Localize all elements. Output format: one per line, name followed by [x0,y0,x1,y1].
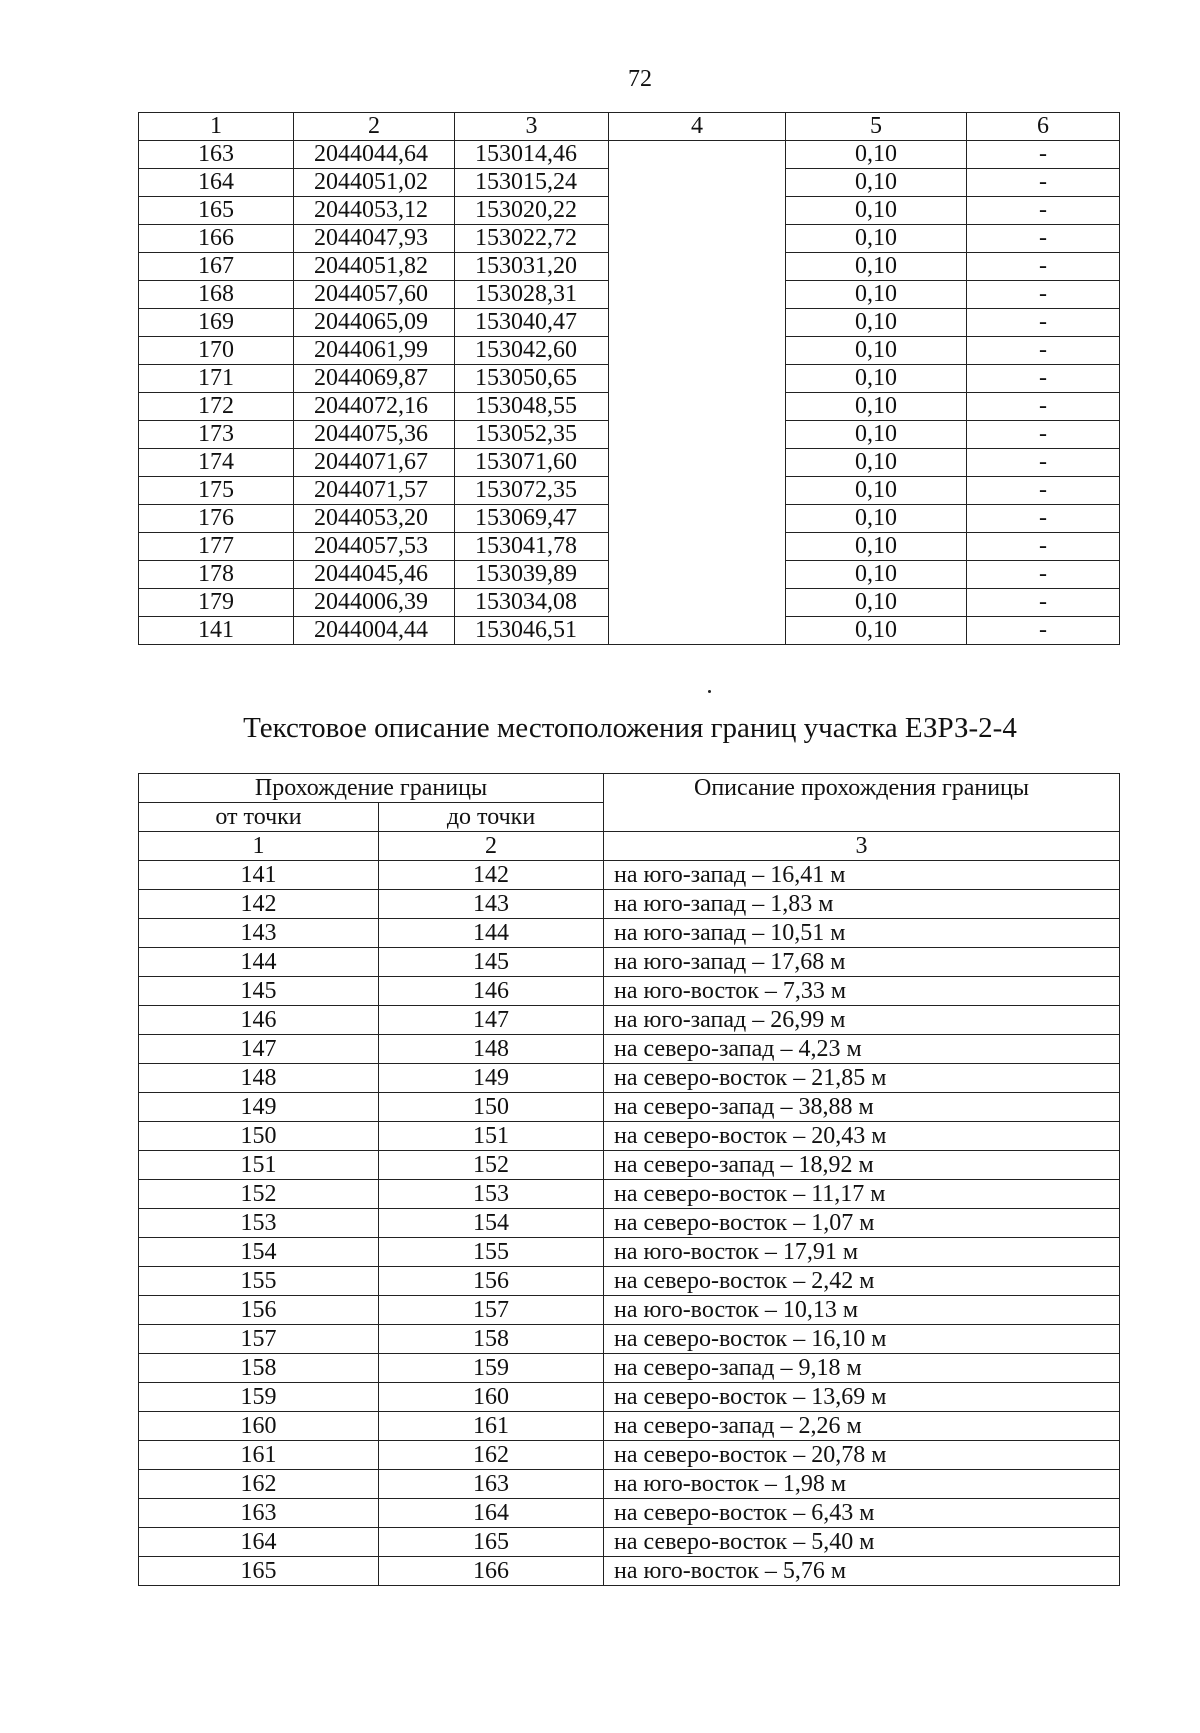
table-row [139,1441,1120,1470]
from-point-cell: 144 [139,948,379,977]
accuracy-cell: 0,10 [786,589,967,617]
accuracy-cell: 0,10 [786,169,967,197]
x-coordinate-cell: 2044075,36 [294,421,455,449]
to-point-cell: 163 [379,1470,604,1499]
table-row [139,1354,1120,1383]
table-row [139,890,1120,919]
from-point-cell: 152 [139,1180,379,1209]
point-number-cell: 179 [139,589,294,617]
value-cell: - [967,141,1120,169]
description-cell: на северо-восток – 2,42 м [604,1267,1120,1296]
from-point-cell: 154 [139,1238,379,1267]
to-point-cell: 149 [379,1064,604,1093]
table-row [139,1093,1120,1122]
to-point-cell: 162 [379,1441,604,1470]
table-row [139,1064,1120,1093]
from-point-cell: 163 [139,1499,379,1528]
accuracy-cell: 0,10 [786,337,967,365]
empty-cell [609,309,786,337]
empty-cell [609,617,786,645]
coordinates-body [139,141,1120,645]
to-point-cell: 155 [379,1238,604,1267]
y-coordinate-cell: 153034,08 [455,589,609,617]
description-cell: на юго-восток – 10,13 м [604,1296,1120,1325]
to-point-cell: 157 [379,1296,604,1325]
x-coordinate-cell: 2044065,09 [294,309,455,337]
description-cell: на юго-восток – 17,91 м [604,1238,1120,1267]
y-coordinate-cell: 153050,65 [455,365,609,393]
empty-cell [609,197,786,225]
y-coordinate-cell: 153072,35 [455,477,609,505]
table-row [139,309,1120,337]
column-number-header: 2 [294,113,455,141]
empty-cell [609,477,786,505]
table-row [139,449,1120,477]
value-cell: - [967,253,1120,281]
table-row [139,1296,1120,1325]
value-cell: - [967,309,1120,337]
accuracy-cell: 0,10 [786,309,967,337]
point-number-cell: 173 [139,421,294,449]
value-cell: - [967,617,1120,645]
point-number-cell: 163 [139,141,294,169]
description-cell: на юго-запад – 26,99 м [604,1006,1120,1035]
description-cell: на северо-восток – 5,40 м [604,1528,1120,1557]
table-row [139,561,1120,589]
to-point-cell: 156 [379,1267,604,1296]
table-row [139,1412,1120,1441]
accuracy-cell: 0,10 [786,141,967,169]
to-point-cell: 142 [379,861,604,890]
x-coordinate-cell: 2044004,44 [294,617,455,645]
value-cell: - [967,449,1120,477]
to-point-cell: 143 [379,890,604,919]
accuracy-cell: 0,10 [786,617,967,645]
point-number-cell: 174 [139,449,294,477]
empty-cell [609,365,786,393]
y-coordinate-cell: 153014,46 [455,141,609,169]
point-number-cell: 170 [139,337,294,365]
table-row [139,533,1120,561]
value-cell: - [967,281,1120,309]
table-row [139,919,1120,948]
to-point-cell: 147 [379,1006,604,1035]
y-coordinate-cell: 153042,60 [455,337,609,365]
point-number-cell: 167 [139,253,294,281]
to-point-cell: 164 [379,1499,604,1528]
to-point-cell: 165 [379,1528,604,1557]
to-point-cell: 160 [379,1383,604,1412]
value-cell: - [967,477,1120,505]
boundary-numbering-row [139,832,1120,861]
description-cell: на северо-восток – 11,17 м [604,1180,1120,1209]
from-point-cell: 162 [139,1470,379,1499]
table-row [139,169,1120,197]
empty-cell [609,281,786,309]
empty-cell [609,225,786,253]
value-cell: - [967,561,1120,589]
column-number-header: 4 [609,113,786,141]
table-row [139,1528,1120,1557]
empty-cell [609,505,786,533]
description-cell: на юго-запад – 16,41 м [604,861,1120,890]
description-cell: на северо-запад – 2,26 м [604,1412,1120,1441]
x-coordinate-cell: 2044044,64 [294,141,455,169]
x-coordinate-cell: 2044057,60 [294,281,455,309]
table-row [139,225,1120,253]
table-row [139,1499,1120,1528]
coordinates-table [138,112,1120,645]
x-coordinate-cell: 2044071,57 [294,477,455,505]
value-cell: - [967,589,1120,617]
table-row [139,141,1120,169]
x-coordinate-cell: 2044006,39 [294,589,455,617]
table-row [139,421,1120,449]
x-coordinate-cell: 2044071,67 [294,449,455,477]
accuracy-cell: 0,10 [786,253,967,281]
description-cell: на северо-запад – 9,18 м [604,1354,1120,1383]
from-point-cell: 151 [139,1151,379,1180]
to-point-cell: 144 [379,919,604,948]
table-row [139,589,1120,617]
from-point-cell: 164 [139,1528,379,1557]
from-point-cell: 161 [139,1441,379,1470]
table-row [139,253,1120,281]
boundary-body [139,861,1120,1586]
table-row [139,617,1120,645]
y-coordinate-cell: 153039,89 [455,561,609,589]
point-number-cell: 178 [139,561,294,589]
coordinates-header-row [139,113,1120,141]
from-point-cell: 155 [139,1267,379,1296]
x-coordinate-cell: 2044053,12 [294,197,455,225]
table-row [139,393,1120,421]
value-cell: - [967,169,1120,197]
description-cell: на северо-запад – 18,92 м [604,1151,1120,1180]
column-number-header: 1 [139,832,379,861]
accuracy-cell: 0,10 [786,225,967,253]
accuracy-cell: 0,10 [786,365,967,393]
to-point-cell: 145 [379,948,604,977]
column-number-header: 3 [455,113,609,141]
boundary-passage-header: Прохождение границы [139,774,604,803]
empty-cell [609,169,786,197]
point-number-cell: 164 [139,169,294,197]
x-coordinate-cell: 2044051,82 [294,253,455,281]
table-row [139,1122,1120,1151]
from-point-cell: 149 [139,1093,379,1122]
point-number-cell: 165 [139,197,294,225]
from-point-cell: 158 [139,1354,379,1383]
y-coordinate-cell: 153052,35 [455,421,609,449]
boundary-description-table [138,773,1120,1586]
accuracy-cell: 0,10 [786,561,967,589]
empty-cell [609,253,786,281]
description-cell: на северо-восток – 1,07 м [604,1209,1120,1238]
to-point-cell: 161 [379,1412,604,1441]
table-row [139,1035,1120,1064]
y-coordinate-cell: 153041,78 [455,533,609,561]
value-cell: - [967,393,1120,421]
y-coordinate-cell: 153040,47 [455,309,609,337]
x-coordinate-cell: 2044051,02 [294,169,455,197]
from-point-cell: 145 [139,977,379,1006]
y-coordinate-cell: 153031,20 [455,253,609,281]
x-coordinate-cell: 2044057,53 [294,533,455,561]
dot-mark [708,690,711,693]
description-cell: на северо-восток – 21,85 м [604,1064,1120,1093]
point-number-cell: 141 [139,617,294,645]
accuracy-cell: 0,10 [786,477,967,505]
accuracy-cell: 0,10 [786,393,967,421]
description-cell: на северо-восток – 13,69 м [604,1383,1120,1412]
x-coordinate-cell: 2044047,93 [294,225,455,253]
to-point-header: до точки [379,803,604,832]
point-number-cell: 168 [139,281,294,309]
empty-cell [609,449,786,477]
table-row [139,337,1120,365]
from-point-cell: 150 [139,1122,379,1151]
point-number-cell: 169 [139,309,294,337]
from-point-cell: 146 [139,1006,379,1035]
boundary-description-header: Описание прохождения границы [604,774,1120,832]
accuracy-cell: 0,10 [786,281,967,309]
value-cell: - [967,197,1120,225]
from-point-cell: 143 [139,919,379,948]
description-cell: на северо-восток – 16,10 м [604,1325,1120,1354]
table-row [139,1209,1120,1238]
to-point-cell: 158 [379,1325,604,1354]
y-coordinate-cell: 153015,24 [455,169,609,197]
table-row [139,1238,1120,1267]
point-number-cell: 176 [139,505,294,533]
boundary-header-row [139,774,1120,803]
table-row [139,1383,1120,1412]
table-row [139,1180,1120,1209]
description-cell: на северо-запад – 4,23 м [604,1035,1120,1064]
point-number-cell: 172 [139,393,294,421]
description-cell: на юго-восток – 7,33 м [604,977,1120,1006]
y-coordinate-cell: 153071,60 [455,449,609,477]
y-coordinate-cell: 153028,31 [455,281,609,309]
table-row [139,1151,1120,1180]
empty-cell [609,393,786,421]
table-row [139,1557,1120,1586]
description-cell: на северо-восток – 6,43 м [604,1499,1120,1528]
section-title: Текстовое описание местоположения границ участка ЕЗРЗ-2-4 [243,712,1017,744]
description-cell: на северо-восток – 20,78 м [604,1441,1120,1470]
table-row [139,1325,1120,1354]
to-point-cell: 159 [379,1354,604,1383]
from-point-cell: 142 [139,890,379,919]
to-point-cell: 166 [379,1557,604,1586]
from-point-cell: 157 [139,1325,379,1354]
accuracy-cell: 0,10 [786,197,967,225]
to-point-cell: 153 [379,1180,604,1209]
accuracy-cell: 0,10 [786,505,967,533]
y-coordinate-cell: 153022,72 [455,225,609,253]
from-point-cell: 159 [139,1383,379,1412]
point-number-cell: 177 [139,533,294,561]
from-point-header: от точки [139,803,379,832]
empty-cell [609,421,786,449]
accuracy-cell: 0,10 [786,449,967,477]
to-point-cell: 152 [379,1151,604,1180]
table-row [139,477,1120,505]
description-cell: на юго-запад – 1,83 м [604,890,1120,919]
empty-cell [609,533,786,561]
value-cell: - [967,505,1120,533]
description-cell: на юго-восток – 1,98 м [604,1470,1120,1499]
from-point-cell: 147 [139,1035,379,1064]
point-number-cell: 171 [139,365,294,393]
column-number-header: 2 [379,832,604,861]
point-number-cell: 166 [139,225,294,253]
table-row [139,1470,1120,1499]
value-cell: - [967,533,1120,561]
table-row [139,197,1120,225]
y-coordinate-cell: 153069,47 [455,505,609,533]
page-number: 72 [628,66,652,92]
description-cell: на юго-запад – 10,51 м [604,919,1120,948]
table-row [139,365,1120,393]
table-row [139,977,1120,1006]
to-point-cell: 146 [379,977,604,1006]
y-coordinate-cell: 153020,22 [455,197,609,225]
from-point-cell: 165 [139,1557,379,1586]
to-point-cell: 154 [379,1209,604,1238]
x-coordinate-cell: 2044072,16 [294,393,455,421]
to-point-cell: 148 [379,1035,604,1064]
empty-cell [609,337,786,365]
table-row [139,505,1120,533]
x-coordinate-cell: 2044045,46 [294,561,455,589]
table-row [139,1267,1120,1296]
column-number-header: 5 [786,113,967,141]
from-point-cell: 153 [139,1209,379,1238]
empty-cell [609,561,786,589]
value-cell: - [967,365,1120,393]
empty-cell [609,141,786,169]
x-coordinate-cell: 2044053,20 [294,505,455,533]
description-cell: на юго-восток – 5,76 м [604,1557,1120,1586]
empty-cell [609,589,786,617]
from-point-cell: 160 [139,1412,379,1441]
from-point-cell: 148 [139,1064,379,1093]
description-cell: на северо-восток – 20,43 м [604,1122,1120,1151]
accuracy-cell: 0,10 [786,421,967,449]
table-row [139,861,1120,890]
x-coordinate-cell: 2044061,99 [294,337,455,365]
y-coordinate-cell: 153046,51 [455,617,609,645]
accuracy-cell: 0,10 [786,533,967,561]
column-number-header: 6 [967,113,1120,141]
description-cell: на северо-запад – 38,88 м [604,1093,1120,1122]
point-number-cell: 175 [139,477,294,505]
from-point-cell: 141 [139,861,379,890]
column-number-header: 1 [139,113,294,141]
x-coordinate-cell: 2044069,87 [294,365,455,393]
value-cell: - [967,225,1120,253]
column-number-header: 3 [604,832,1120,861]
from-point-cell: 156 [139,1296,379,1325]
table-row [139,948,1120,977]
value-cell: - [967,421,1120,449]
to-point-cell: 150 [379,1093,604,1122]
to-point-cell: 151 [379,1122,604,1151]
y-coordinate-cell: 153048,55 [455,393,609,421]
table-row [139,1006,1120,1035]
table-row [139,281,1120,309]
value-cell: - [967,337,1120,365]
description-cell: на юго-запад – 17,68 м [604,948,1120,977]
